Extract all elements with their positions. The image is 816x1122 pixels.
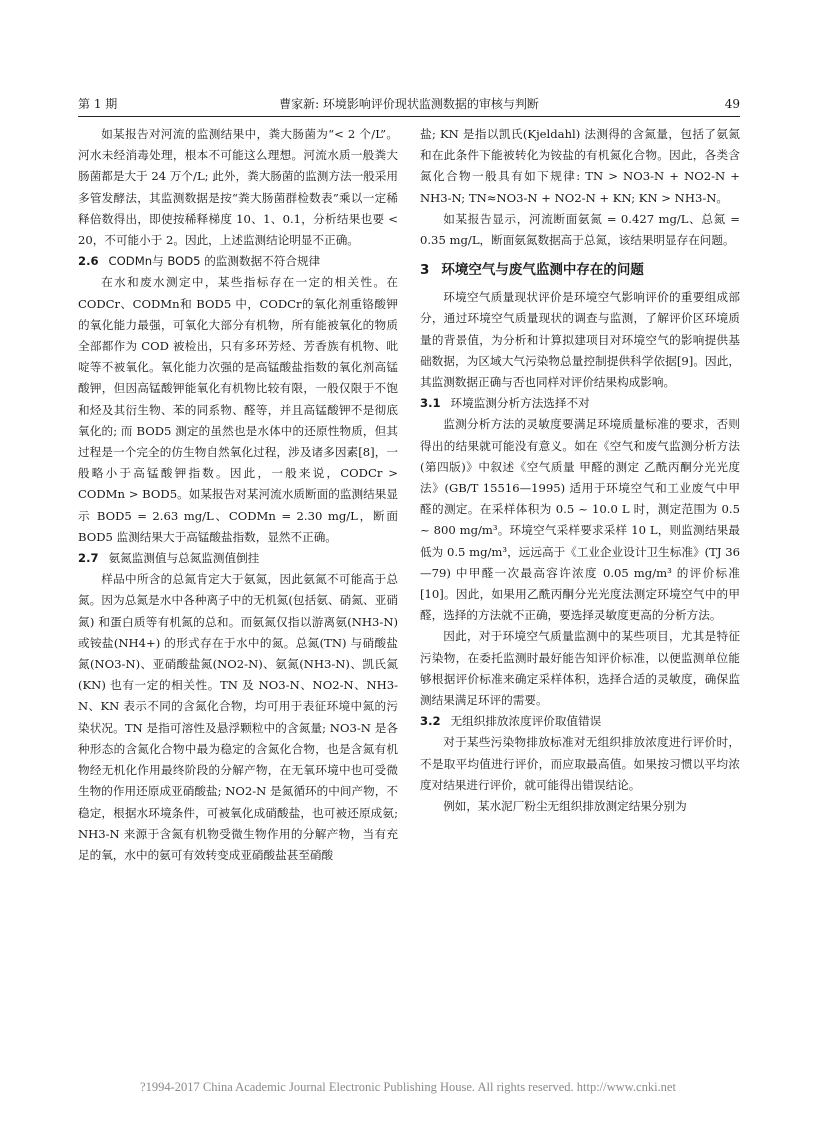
right-column (420, 124, 740, 817)
header-rule (78, 116, 740, 117)
paragraph: 在水和废水测定中，某些指标存在一定的相关性。在 CODCr、CODMn和 BOD5 中，CODCr的氧化剂重铬酸钾的氧化能力最强，可氧化大部分有机物，所有能被氧化的物质全部都作为 COD 被检出，只有多环芳烃、芳香族有机物、吡啶等不被氧化。氧化能力次强的是高锰酸盐指数的氧化剂高锰酸钾，但因高锰酸钾能氧化有机物比较有限，一般仅限于不饱和烃及其衍生物、苯的同系物、醛等，并且高锰酸钾不是彻底氧化的; 而 BOD5 测定的虽然也是水体中的还原性物质，但其过程是一个完全的仿生物自然氧化过程，涉及诸多因素[8]，一般略小于高锰酸钾指数。因此，一般来说，CODCr > CODMn > BOD5。如某报告对某河流水质断面的监测结果显示 BOD5 = 2.63 mg/L、CODMn = 2.30 mg/L，断面 BOD5 监测结果大于高锰酸盐指数，显然不正确。 (78, 275, 398, 544)
running-header (78, 94, 740, 114)
section-title: CODMn与 BOD5 的监测数据不符合规律 (108, 254, 321, 269)
paragraph: 环境空气质量现状评价是环境空气影响评价的重要组成部分，通过环境空气质量现状的调查与监测，了解评价区环境质量的背景值，为分析和计算拟建项目对环境空气的影响提供基础数据，为区域大气污染物总量控制提供科学依据[9]。因此，其监测数据正确与否也同样对评价结果构成影响。 (420, 290, 740, 390)
paragraph: 样品中所含的总氮肯定大于氨氮，因此氨氮不可能高于总氮。因为总氮是水中各种离子中的无机氮(包括氨、硝氮、亚硝氮) 和蛋白质等有机氮的总和。而氨氮仅指以游离氨(NH3-N) 或铵盐(NH4+) 的形式存在于水中的氮。总氮(TN) 与硝酸盐氮(NO3-N)、亚硝酸盐氮(NO2-N)、氨氮(NH3-N)、凯氏氮(KN) 也有一定的相关性。TN 及 NO3-N、NO2-N、NH3-N、KN 表示不同的含氮化合物，均可用于表征环境中氮的污染状况。TN 是指可溶性及悬浮颗粒中的含氮量; NO3-N 是各种形态的含氮化合物中最为稳定的含氮化合物，也是含氮有机物经无机化作用最终阶段的分解产物，在无氧环境中也可受微生物的作用还原成亚硝酸盐; NO2-N 是氮循环的中间产物，不稳定，根据水环境条件，可被氧化成硝酸盐，也可被还原成氨; NH3-N 来源于含氮有机物受微生物作用的分解产物，当有充足的氧，水中的氨可有效转变成亚硝酸盐甚至硝酸 (78, 572, 398, 862)
left-column (78, 124, 398, 866)
section-title: 环境监测分析方法选择不对 (450, 396, 590, 411)
section-heading-2-7 (78, 548, 398, 569)
section-number: 2.6 (78, 254, 99, 269)
section-heading-2-6 (78, 251, 398, 272)
section-number: 3.2 (420, 714, 441, 729)
paragraph: 因此，对于环境空气质量监测中的某些项目，尤其是特征污染物，在委托监测时最好能告知评价标准，以便监测单位能够根据评价标准来确定采样体积，选择合适的灵敏度，确保监测结果满足环评的需要。 (420, 629, 740, 708)
section-number: 2.7 (78, 551, 99, 566)
journal-issue: 第 1 期 (78, 97, 118, 111)
paragraph: 监测分析方法的灵敏度要满足环境质量标准的要求，否则得出的结果就可能没有意义。如在《空气和废气监测分析方法(第四版)》中叙述《空气质量 甲醛的测定 乙酰丙酮分光光度法》(GB/T 15516—1995) 适用于环境空气和工业废气中甲醛的测定。在采样体积为 0.5 ~ 10.0 L 时，测定范围为 0.5 ~ 800 mg/m³。环境空气采样要求采样 10 L，则监测结果最低为 0.5 mg/m³，远远高于《工业企业设计卫生标准》(TJ 36—79) 中甲醛一次最高容许浓度 0.05 mg/m³ 的评价标准[10]。因此，如果用乙酰丙酮分光光度法测定环境空气中的甲醛，选择的方法就不正确，要选择灵敏度更高的分析方法。 (420, 417, 740, 623)
paragraph: 如某报告对河流的监测结果中，粪大肠菌为“< 2 个/L”。河水未经消毒处理，根本不可能这么理想。河流水质一般粪大肠菌都是大于 24 万个/L; 此外，粪大肠菌的监测方法一般采用多管发酵法，其监测数据是按“粪大肠菌群检数表”乘以一定稀释倍数得出，即使按稀释梯度 10、1、0.1，分析结果也要 < 20，不可能小于 2。因此，上述监测结论明显不正确。 (78, 127, 398, 248)
section-number: 3.1 (420, 396, 441, 411)
section-title: 氨氮监测值与总氮监测值倒挂 (108, 551, 260, 566)
page-number: 49 (724, 97, 740, 111)
paragraph: 如某报告显示，河流断面氨氮 = 0.427 mg/L、总氮 = 0.35 mg/L，断面氨氮数据高于总氮，该结果明显存在问题。 (420, 211, 740, 248)
paragraph-continued: 盐; KN 是指以凯氏(Kjeldahl) 法测得的含氮量，包括了氨氮和在此条件下能被转化为铵盐的有机氮化合物。因此，各类含氮化合物一般具有如下规律: TN > NO3-N + NO2-N + NH3-N; TN≈NO3-N + NO2-N + KN; KN > NH3-N。 (420, 127, 740, 205)
section-heading-3 (420, 257, 740, 283)
section-heading-3-1 (420, 393, 740, 414)
section-title: 环境空气与废气监测中存在的问题 (441, 262, 644, 279)
paragraph: 对于某些污染物排放标准对无组织排放浓度进行评价时，不是取平均值进行评价，而应取最高值。如果按习惯以平均浓度对结果进行评价，就可能得出错误结论。 (420, 735, 740, 792)
section-number: 3 (420, 262, 430, 279)
section-title: 无组织排放浓度评价取值错误 (450, 714, 602, 729)
article-running-title: 曹家新: 环境影响评价现状监测数据的审核与判断 (279, 97, 539, 111)
paragraph: 例如，某水泥厂粉尘无组织排放测定结果分别为 (443, 799, 687, 814)
copyright-footer: ?1994-2017 China Academic Journal Electronic Publishing House. All rights reserved. http://www.cnki.net (140, 1080, 676, 1094)
section-heading-3-2 (420, 711, 740, 732)
